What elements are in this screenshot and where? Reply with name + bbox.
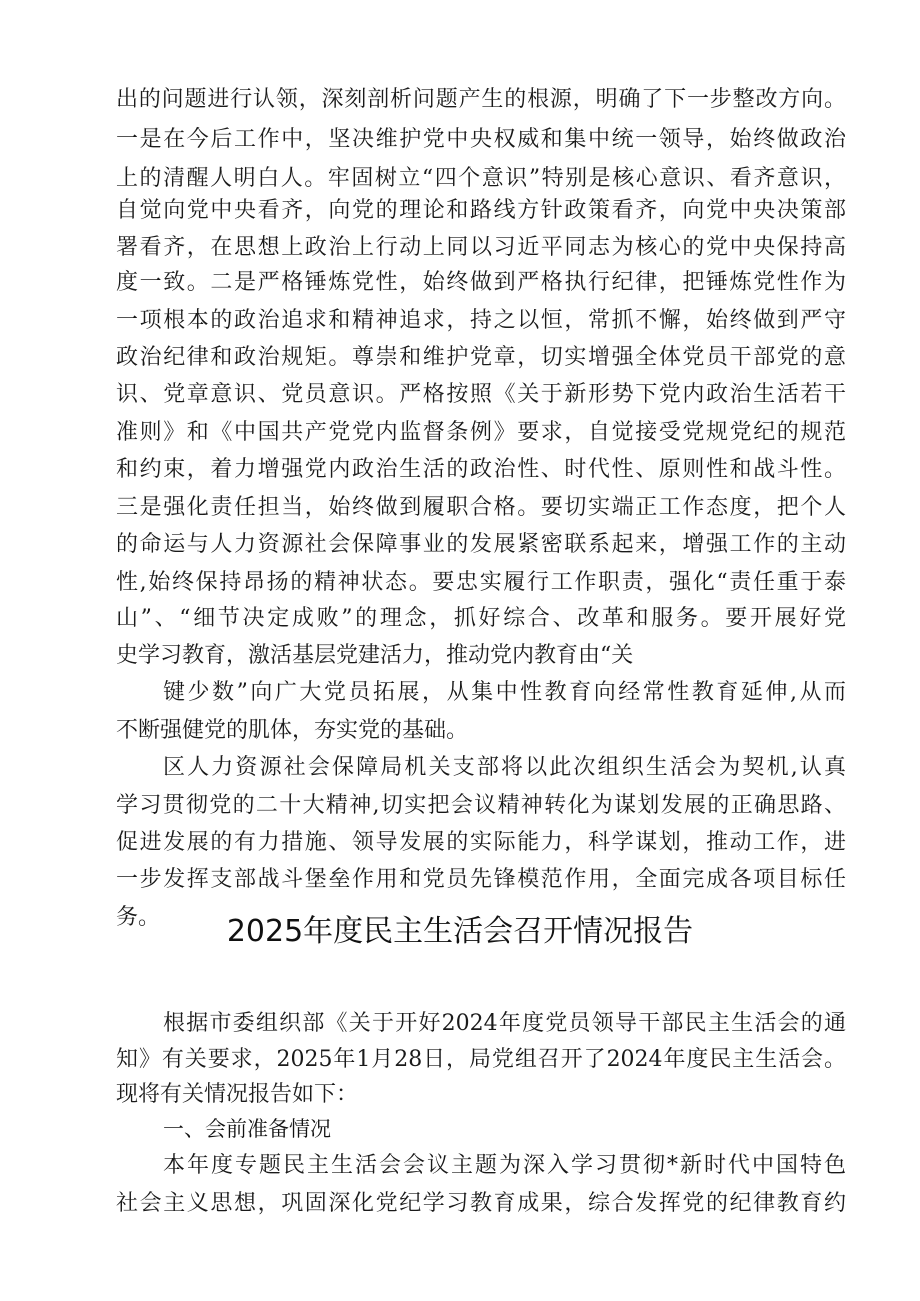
- paragraph-line: 政治纪律和政治规矩。尊崇和维护党章，切实增强全体党员干部党的意: [116, 345, 846, 370]
- paragraph-line: 学习贯彻党的二十大精神,切实把会议精神转化为谋划发展的正确思路、: [116, 793, 846, 818]
- paragraph-line: 社会主义思想，巩固深化党纪学习教育成果，综合发挥党的纪律教育约: [116, 1191, 846, 1216]
- paragraph-line: 区人力资源社会保障局机关支部将以此次组织生活会为契机,认真: [163, 755, 846, 780]
- paragraph-line: 度一致。二是严格锤炼党性，始终做到严格执行纪律，把锤炼党性作为: [116, 270, 846, 295]
- paragraph-line: 的命运与人力资源社会保障事业的发展紧密联系起来，增强工作的主动: [116, 532, 846, 557]
- paragraph-line: 一步发挥支部战斗堡垒作用和党员先锋模范作用，全面完成各项目标任: [116, 867, 846, 892]
- paragraph-line: 务。: [116, 905, 161, 930]
- paragraph-line: 自觉向党中央看齐，向党的理论和路线方针政策看齐，向党中央决策部: [116, 198, 846, 223]
- paragraph-line: 一是在今后工作中，坚决维护党中央权威和集中统一领导，始终做政治: [116, 127, 846, 152]
- section-heading: 一、会前准备情况: [163, 1117, 331, 1141]
- paragraph-line: 史学习教育，激活基层党建活力，推动党内教育由“关: [116, 643, 634, 668]
- paragraph-line: 本年度专题民主生活会会议主题为深入学习贯彻*新时代中国特色: [163, 1153, 846, 1178]
- paragraph-line: 山”、“细节决定成败”的理念，抓好综合、改革和服务。要开展好党: [116, 606, 846, 631]
- paragraph-line: 准则》和《中国共产党党内监督条例》要求，自觉接受党规党纪的规范: [116, 420, 846, 445]
- paragraph-line: 三是强化责任担当，始终做到履职合格。要切实端正工作态度，把个人: [116, 495, 846, 520]
- paragraph-line: 一项根本的政治追求和精神追求，持之以恒，常抓不懈，始终做到严守: [116, 308, 846, 333]
- paragraph-line: 性,始终保持昂扬的精神状态。要忠实履行工作职责，强化“责任重于泰: [116, 570, 846, 595]
- paragraph-line: 不断强健党的肌体，夯实党的基础。: [116, 718, 469, 743]
- paragraph-line: 根据市委组织部《关于开好2024年度党员领导干部民主生活会的通: [163, 1011, 846, 1036]
- paragraph-line: 上的清醒人明白人。牢固树立“四个意识”特别是核心意识、看齐意识，: [116, 166, 846, 191]
- paragraph-line: 现将有关情况报告如下：: [116, 1082, 359, 1107]
- report-title: 2025年度民主生活会召开情况报告: [226, 914, 694, 949]
- paragraph-line: 键少数”向广大党员拓展，从集中性教育向经常性教育延伸,从而: [163, 680, 846, 705]
- paragraph-line: 出的问题进行认领，深刻剖析问题产生的根源，明确了下一步整改方向。: [116, 87, 846, 112]
- paragraph-line: 知》有关要求，2025年1月28日，局党组召开了2024年度民主生活会。: [116, 1047, 846, 1072]
- paragraph-line: 促进发展的有力措施、领导发展的实际能力，科学谋划，推动工作，进: [116, 830, 846, 855]
- paragraph-line: 识、党章意识、党员意识。严格按照《关于新形势下党内政治生活若干: [116, 382, 846, 407]
- paragraph-line: 署看齐，在思想上政治上行动上同以习近平同志为核心的党中央保持高: [116, 235, 846, 260]
- paragraph-line: 和约束，着力增强党内政治生活的政治性、时代性、原则性和战斗性。: [116, 457, 846, 482]
